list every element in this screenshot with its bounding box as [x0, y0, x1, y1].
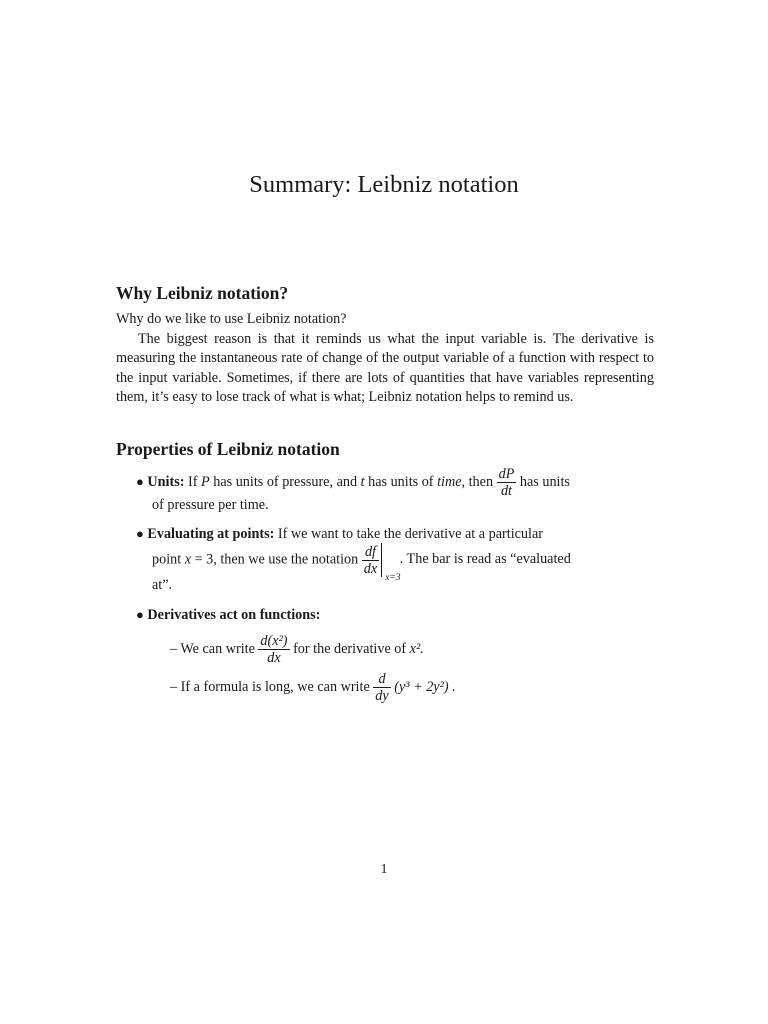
- units-text-e: has units: [519, 473, 570, 490]
- section-heading-properties: Properties of Leibniz notation: [116, 439, 340, 459]
- derivatives-item-1: [170, 633, 424, 666]
- evaluating-line2: [152, 543, 571, 583]
- item1-text-b: for the derivative of: [293, 640, 407, 657]
- var-t: t: [360, 473, 365, 490]
- section-heading-why: Why Leibniz notation?: [116, 283, 289, 303]
- explanation-paragraph: The biggest reason is that it reminds us what the input variable is. The derivative is measuring the instantaneous rate of change of the output variable of a function with respect to the input variable. Sometimes, if there are lots of quantities that have variables representing them, it’s easy to lose track of what is what; Leibniz notation helps to remind us.: [116, 330, 654, 406]
- item2-text: If a formula is long, we can write: [180, 678, 370, 695]
- evaluating-bullet-line1: [136, 526, 543, 543]
- time-word: time: [437, 473, 462, 490]
- evaluating-text-a: point: [152, 551, 182, 568]
- evaluating-line3: at”.: [152, 577, 173, 593]
- dx2-dx-fraction: $\frac{\text{d(x²)}}{dx}$: [260, 633, 288, 666]
- bullet-dot: ●: [136, 607, 144, 622]
- item1-expr: x².: [409, 640, 424, 657]
- derivatives-item-2: [170, 671, 456, 704]
- item1-text: We can write: [180, 640, 255, 657]
- units-line2: of pressure per time.: [152, 497, 269, 513]
- item2-expr: (y³ + 2y²) .: [394, 678, 456, 695]
- units-text-a: If: [188, 473, 198, 490]
- derivatives-bullet: [136, 607, 320, 624]
- point-var: x: [184, 551, 192, 568]
- units-label: Units:: [147, 473, 185, 490]
- document-title: Summary: Leibniz notation: [249, 171, 519, 198]
- units-bullet-line1: [136, 466, 570, 499]
- d-dy-fraction: $\frac{d}{dy}$: [375, 671, 389, 704]
- df-dx-fraction: $\frac{df}{dx}$: [363, 543, 378, 577]
- units-text-d: , then: [461, 473, 494, 490]
- page-number: 1: [380, 862, 388, 877]
- units-text-b: has units of pressure, and: [213, 473, 358, 490]
- evaluating-label: Evaluating at points:: [147, 526, 275, 542]
- dp-dt-fraction: $\frac{dP}{dt}$: [498, 466, 515, 499]
- bullet-dot: ●: [136, 526, 144, 541]
- section-why-body: [116, 310, 654, 408]
- dash: –: [170, 640, 178, 657]
- dash: –: [170, 678, 178, 695]
- point-eq: = 3, then we use the notation: [191, 551, 359, 568]
- evaluating-line1-text: If we want to take the derivative at a particular: [277, 526, 543, 542]
- evaluated-at-bar: x=3: [381, 543, 382, 577]
- bullet-dot: ●: [136, 473, 144, 489]
- units-text-c: has units of: [368, 473, 434, 490]
- var-p: P: [201, 473, 210, 490]
- question-text: Why do we like to use Leibniz notation?: [116, 311, 347, 327]
- derivatives-label: Derivatives act on functions:: [147, 607, 321, 623]
- evaluating-text-b: . The bar is read as “evaluated: [399, 551, 571, 568]
